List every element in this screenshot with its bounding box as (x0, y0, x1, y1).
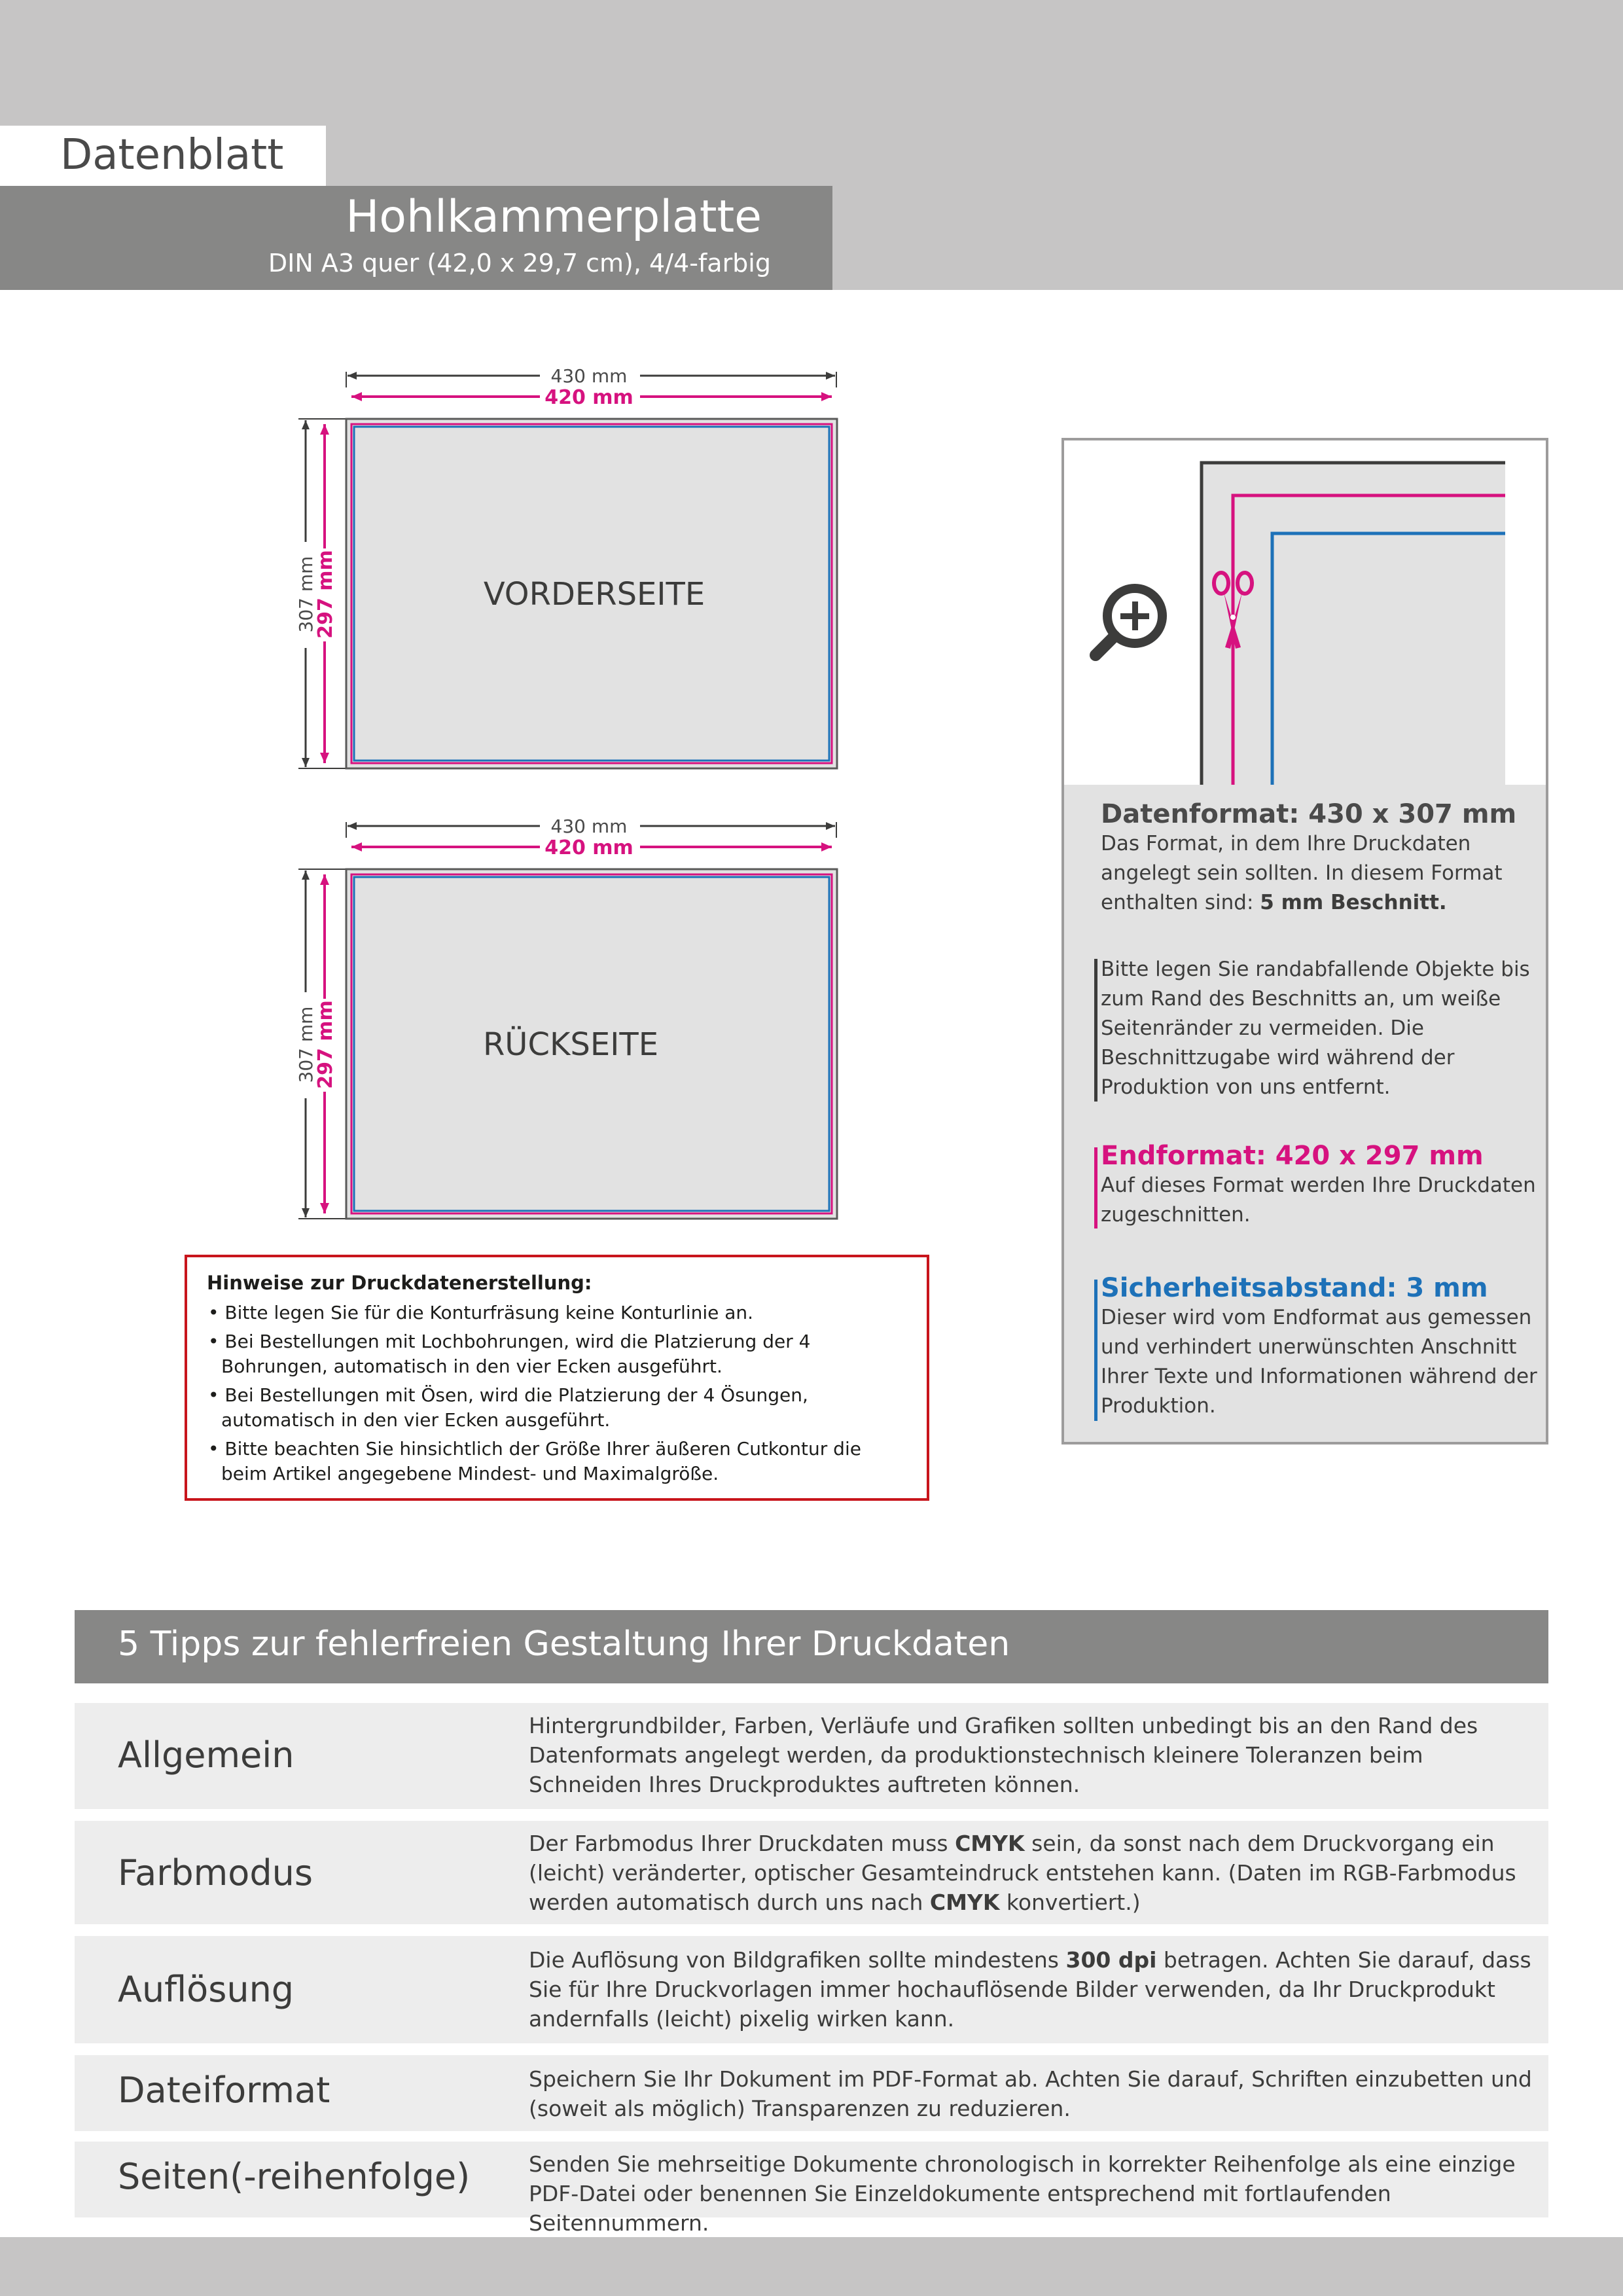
width-outer-label: 430 mm (550, 816, 628, 837)
hint-item: • Bei Bestellungen mit Ösen, wird die Platzierung der 4 Ösungen, automatisch in den vier Ecken ausgeführt. (208, 1384, 808, 1431)
width-outer-label: 430 mm (550, 365, 628, 387)
tip-text-part: Die Auflösung von Bildgrafiken sollte mindestens (529, 1947, 1066, 1973)
data-format-text-bold: 5 mm Beschnitt. (1260, 891, 1447, 914)
tip-row (75, 2142, 1548, 2236)
tip-text (529, 2149, 1537, 2238)
tips-header (75, 1610, 1548, 1683)
document-type-label: Datenblatt (60, 131, 284, 179)
document-type-tab (0, 126, 326, 186)
data-format-text-main: Das Format, in dem Ihre Druckdaten angelegt sein sollten. In diesem Format enthalten sind: (1101, 832, 1503, 914)
hint-item: • Bitte beachten Sie hinsichtlich der Größe Ihrer äußeren Cutkontur die beim Artikel angegebene Mindest- und Maximalgröße. (208, 1438, 861, 1484)
tip-name: Dateiformat (118, 2070, 330, 2111)
footer-band (0, 2237, 1623, 2296)
tip-row (75, 2055, 1548, 2131)
tip-name: Allgemein (118, 1734, 294, 1776)
tip-row (75, 1703, 1548, 1809)
hint-item: • Bitte legen Sie für die Konturfräsung keine Konturlinie an. (208, 1302, 754, 1323)
tip-text-bold: CMYK (955, 1831, 1025, 1856)
tip-text-bold: CMYK (929, 1890, 1000, 1915)
tip-text-part: Der Farbmodus Ihrer Druckdaten muss (529, 1831, 955, 1856)
front-side-label: VORDERSEITE (483, 576, 705, 613)
tip-row (75, 1936, 1548, 2043)
tip-text (529, 1711, 1537, 1799)
title-bar (0, 186, 832, 290)
back-format-diagram (288, 814, 864, 1232)
tip-text-part: Hintergrundbilder, Farben, Verläufe und Grafiken sollten unbedingt bis an den Rand des Datenformats angelegt werden, da produktionstechnisch kleinere Toleranzen beim Schneiden Ihres Druckproduktes auftreten können. (529, 1713, 1478, 1797)
tip-name: Seiten(-reihenfolge) (118, 2156, 471, 2197)
hints-title: Hinweise zur Druckdatenerstellung: (207, 1272, 592, 1294)
corner-detail-zoom (1064, 440, 1546, 785)
width-inner-label: 420 mm (544, 386, 633, 409)
bleed-note-text: Bitte legen Sie randabfallende Objekte bis zum Rand des Beschnitts an, um weiße Seitenränder zu vermeiden. Die Beschnittzugabe wird während der Produktion von uns entfernt. (1101, 958, 1530, 1099)
height-inner-label: 297 mm (314, 550, 337, 639)
front-format-diagram (288, 363, 864, 782)
height-dimension (295, 419, 347, 768)
end-format-bar (1094, 1147, 1097, 1229)
zoom-in-icon (1096, 588, 1162, 655)
hint-text: Bitte beachten Sie hinsichtlich der Größe Ihrer äußeren Cutkontur die beim Artikel angegebene Mindest- und Maximalgröße. (221, 1438, 861, 1484)
end-format-text: Auf dieses Format werden Ihre Druckdaten zugeschnitten. (1101, 1174, 1536, 1227)
hint-text: Bei Bestellungen mit Ösen, wird die Platzierung der 4 Ösungen, automatisch in den vier Ecken ausgeführt. (221, 1384, 808, 1431)
safety-margin-text: Dieser wird vom Endformat aus gemessen und verhindert unerwünschten Anschnitt Ihrer Texte und Informationen während der Produktion. (1101, 1306, 1537, 1418)
tip-text (529, 1829, 1537, 1917)
safety-margin-section (1101, 1273, 1546, 1421)
height-outer-label: 307 mm (295, 556, 317, 633)
width-dimension (346, 365, 836, 409)
tip-text (529, 2064, 1537, 2123)
tip-text-part: betragen. Achten Sie darauf, dass Sie für Ihre Druckvorlagen immer hochauflösende Bilder verwenden, da Ihr Druckprodukt andernfalls (leicht) pixelig wirken kann. (529, 1947, 1531, 2032)
width-dimension (346, 816, 836, 859)
product-title: Hohlkammerplatte (346, 191, 762, 243)
bleed-note-section (1101, 955, 1546, 1102)
tip-text-part: sein, da sonst nach dem Druckvorgang ein (leicht) veränderter, optischer Gesamteindruck entstehen kann. (Daten im RGB-Farbmodus werden automatisch durch uns nach (529, 1831, 1516, 1915)
height-inner-label: 297 mm (314, 1000, 337, 1089)
tip-row (75, 1821, 1548, 1924)
height-dimension (295, 869, 347, 1219)
height-outer-label: 307 mm (295, 1006, 317, 1083)
corner-detail-illustration (1064, 440, 1546, 785)
tip-name: Farbmodus (118, 1852, 313, 1893)
hint-item: • Bei Bestellungen mit Lochbohrungen, wird die Platzierung der 4 Bohrungen, automatisch in den vier Ecken ausgeführt. (208, 1331, 811, 1377)
tips-heading: 5 Tipps zur fehlerfreien Gestaltung Ihrer Druckdaten (118, 1624, 1010, 1664)
end-format-heading: Endformat: 420 x 297 mm (1101, 1141, 1484, 1171)
data-format-heading: Datenformat: 430 x 307 mm (1101, 799, 1517, 829)
product-subtitle: DIN A3 quer (42,0 x 29,7 cm), 4/4-farbig (268, 249, 771, 278)
tip-text-part: Senden Sie mehrseitige Dokumente chronologisch in korrekter Reihenfolge als eine einzige PDF-Datei oder benennen Sie Einzeldokumente entsprechend mit fortlaufenden Seitennummern. (529, 2151, 1516, 2236)
hint-text: Bitte legen Sie für die Konturfräsung keine Konturlinie an. (224, 1302, 754, 1323)
tip-text-bold: 300 dpi (1065, 1947, 1157, 1973)
back-side-label: RÜCKSEITE (482, 1026, 659, 1063)
end-format-section (1101, 1141, 1546, 1230)
width-inner-label: 420 mm (544, 836, 633, 859)
tip-name: Auflösung (118, 1969, 294, 2010)
data-format-section (1101, 799, 1546, 918)
safety-margin-bar (1094, 1280, 1097, 1421)
tip-text-part: Speichern Sie Ihr Dokument im PDF-Format ab. Achten Sie darauf, Schriften einzubetten und (soweit als möglich) Transparenzen zu reduzieren. (529, 2066, 1532, 2121)
tip-text-part: konvertiert.) (999, 1890, 1141, 1915)
tip-text (529, 1945, 1537, 2034)
safety-margin-heading: Sicherheitsabstand: 3 mm (1101, 1273, 1488, 1303)
data-format-text (1101, 829, 1546, 918)
bleed-note-bar (1094, 959, 1097, 1102)
print-data-hints-box (185, 1255, 929, 1501)
format-info-panel (1061, 438, 1548, 1444)
hint-text: Bei Bestellungen mit Lochbohrungen, wird die Platzierung der 4 Bohrungen, automatisch in den vier Ecken ausgeführt. (221, 1331, 811, 1377)
